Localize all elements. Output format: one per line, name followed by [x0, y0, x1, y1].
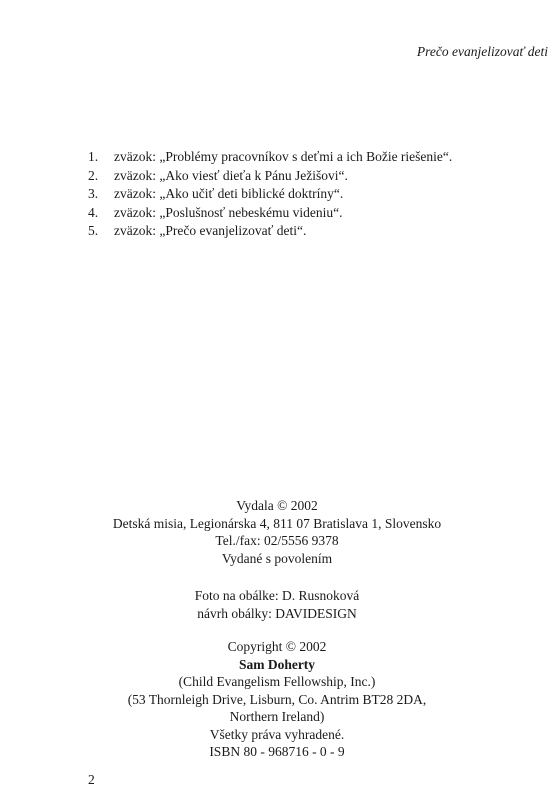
credits-block [0, 587, 554, 622]
design-credit: návrh obálky: DAVIDESIGN [197, 605, 357, 621]
isbn-line: ISBN 80 - 968716 - 0 - 9 [209, 744, 345, 759]
list-item-number: 4. [88, 204, 99, 220]
publisher-address: Detská misia, Legionárska 4, 811 07 Bratislava 1, Slovensko [112, 515, 442, 531]
list-item-number: 5. [88, 223, 99, 238]
publisher-phone: Tel./fax: 02/5556 9378 [215, 533, 339, 548]
list-item-text: zväzok: „Prečo evanjelizovať deti“. [114, 223, 307, 238]
publisher-block [0, 497, 554, 567]
list-item [88, 222, 452, 241]
list-item-number: 1. [88, 149, 99, 164]
photo-credit: Foto na obálke: D. Rusnoková [194, 588, 360, 603]
list-item [88, 185, 452, 204]
list-item-text: zväzok: „Ako učiť deti biblické doktríny“. [114, 186, 344, 201]
address-line-2: Northern Ireland) [229, 709, 325, 724]
list-item [88, 204, 452, 223]
list-item-number: 2. [88, 167, 99, 183]
author-name: Sam Doherty [238, 656, 316, 672]
permission-line: Vydané s povolením [221, 550, 333, 566]
list-item-text: zväzok: „Poslušnosť nebeskému videniu“. [114, 204, 343, 220]
address-line-1: (53 Thornleigh Drive, Lisburn, Co. Antrim BT28 2DA, [127, 691, 427, 707]
organization-line: (Child Evangelism Fellowship, Inc.) [178, 674, 376, 689]
copyright-line: Copyright © 2002 [227, 639, 327, 654]
list-item [88, 167, 452, 186]
list-item-text: zväzok: „Ako viesť dieťa k Pánu Ježišovi“. [114, 167, 348, 183]
list-item-text: zväzok: „Problémy pracovníkov s deťmi a ich Božie riešenie“. [114, 149, 453, 164]
volume-list [88, 148, 452, 241]
list-item-number: 3. [88, 186, 99, 201]
running-head: Prečo evanjelizovať deti [416, 44, 548, 59]
published-line: Vydala © 2002 [236, 498, 318, 513]
rights-line: Všetky práva vyhradené. [209, 726, 345, 742]
page-number: 2 [88, 772, 95, 787]
copyright-block [0, 638, 554, 761]
list-item [88, 148, 452, 167]
